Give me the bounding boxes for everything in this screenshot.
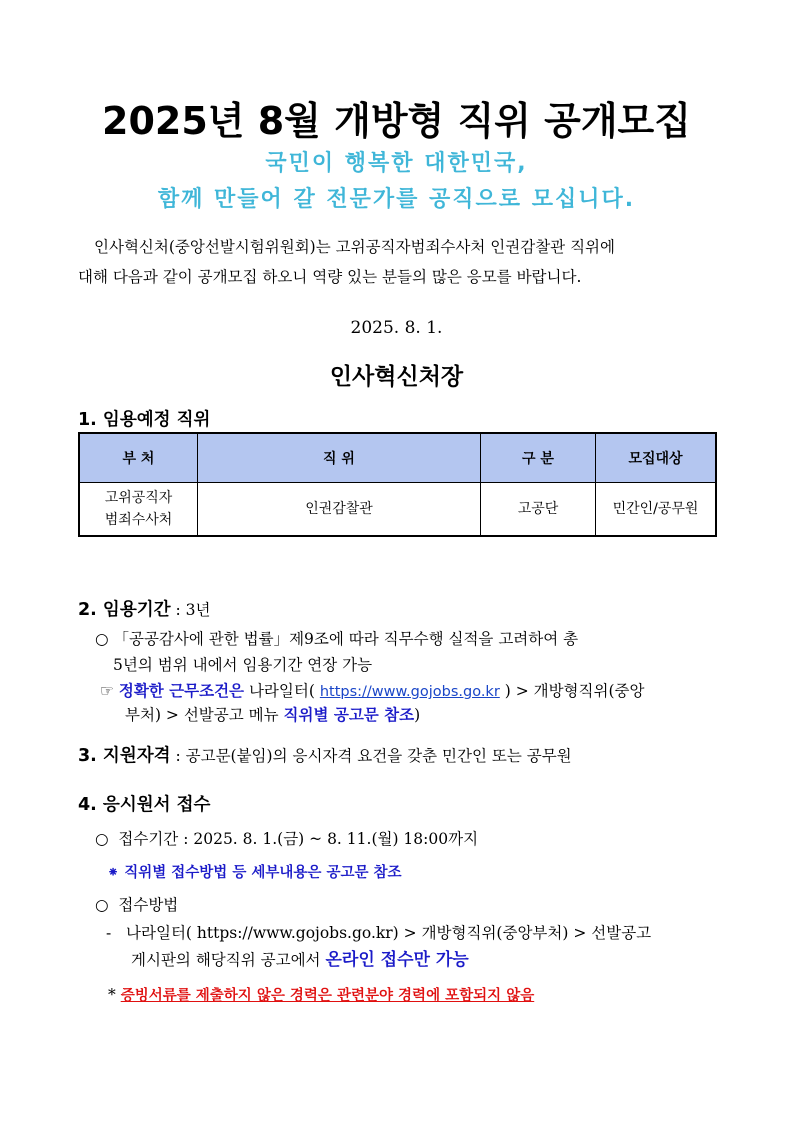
section2-heading: [78, 596, 210, 621]
method-marker: ○: [95, 896, 109, 914]
intro-line2: 대해 다음과 같이 공개모집 하오니 역량 있는 분들의 많은 응모를 바랍니다.: [78, 268, 582, 286]
section4-heading: 4. 응시원서 접수: [78, 795, 211, 815]
section2-title: 2. 임용기간: [78, 600, 171, 620]
cell-target: 민간인/공무원: [596, 483, 717, 537]
position-table: [78, 432, 717, 537]
method-line1-row: [106, 922, 651, 944]
period-text: 접수기간 : 2025. 8. 1.(금) ~ 8. 11.(월) 18:00까지: [118, 830, 479, 848]
hint-text4: ): [414, 706, 421, 724]
dept-line2: 범죄수사처: [104, 512, 173, 528]
dept-line1: 고위공직자: [104, 490, 173, 506]
section2-term: : 3년: [170, 601, 211, 619]
intro-paragraph: [78, 232, 718, 292]
col-header-position: 직 위: [198, 433, 481, 483]
cell-type: 고공단: [481, 483, 596, 537]
subtitle-line2: 함께 만들어 갈 전문가를 공직으로 모십니다.: [157, 187, 636, 212]
hint-text2: ) > 개방형직위(중앙: [499, 682, 645, 700]
col-header-target: 모집대상: [596, 433, 717, 483]
table-header-row: [79, 433, 716, 483]
section2-hint-line2: [125, 704, 420, 726]
section3-desc: : 공고문(붙임)의 응시자격 요건을 갖춘 민간인 또는 공무원: [170, 747, 572, 765]
col-header-type: 구 분: [481, 433, 596, 483]
online-only-emphasis: 온라인 접수만 가능: [325, 950, 469, 970]
section4-method: [95, 894, 178, 916]
section1-heading: 1. 임용예정 직위: [78, 410, 211, 430]
hint-text3: 부처) > 선발공고 메뉴: [125, 706, 284, 724]
hint-emphasis1: 정확한 근무조건은: [118, 682, 245, 700]
table-row: [79, 483, 716, 537]
gojobs-link[interactable]: https://www.gojobs.go.kr: [319, 684, 500, 700]
hint-emphasis2: 직위별 공고문 참조: [283, 706, 415, 724]
signer: 인사혁신처장: [329, 364, 464, 390]
warning-row: [108, 984, 534, 1007]
period-note: ⁕ 직위별 접수방법 등 세부내용은 공고문 참조: [107, 865, 402, 881]
bullet-line2: 5년의 범위 내에서 임용기간 연장 가능: [113, 656, 373, 674]
section3-heading: [78, 742, 572, 767]
intro-line1: 인사혁신처(중앙선발시험위원회)는 고위공직자범죄수사처 인권감찰관 직위에: [94, 238, 615, 256]
method-label: 접수방법: [118, 896, 179, 914]
cell-position: 인권감찰관: [198, 483, 481, 537]
subtitle-line1: 국민이 행복한 대한민국,: [265, 151, 528, 176]
notice-date: 2025. 8. 1.: [350, 318, 443, 338]
hand-pointer-icon: ☞: [100, 682, 114, 700]
col-header-dept: 부 처: [79, 433, 198, 483]
star-marker: *: [108, 986, 116, 1004]
section4-period: [95, 828, 478, 850]
method-line2-row: [131, 949, 469, 971]
method-line1: 나라일터( https://www.gojobs.go.kr) > 개방형직위(중앙부처) > 선발공고: [126, 924, 652, 942]
bullet-marker: ○: [95, 630, 109, 648]
warning-text: 증빙서류를 제출하지 않은 경력은 관련분야 경력에 포함되지 않음: [120, 988, 535, 1004]
section3-title: 3. 지원자격: [78, 746, 171, 766]
cell-dept: [79, 483, 198, 537]
hint-text1: 나라일터(: [244, 682, 320, 700]
method-line2: 게시판의 해당직위 공고에서: [131, 951, 326, 969]
page-title: 2025년 8월 개방형 직위 공개모집: [102, 99, 691, 143]
section2-bullet: [95, 628, 578, 650]
period-marker: ○: [95, 830, 109, 848]
section2-hint: [100, 680, 644, 703]
dash-marker: -: [106, 924, 112, 942]
bullet-line1: 「공공감사에 관한 법률」제9조에 따라 직무수행 실적을 고려하여 총: [113, 630, 579, 648]
